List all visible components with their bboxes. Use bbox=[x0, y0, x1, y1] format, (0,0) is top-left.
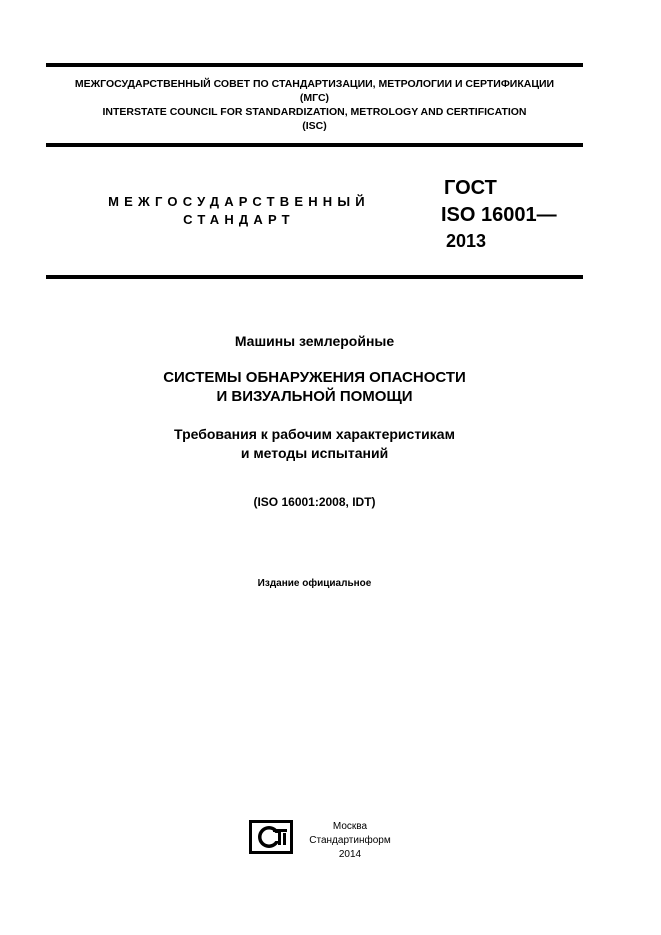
document-subtitle-line2: и методы испытаний bbox=[240, 445, 389, 461]
gost-label: ГОСТ bbox=[444, 177, 497, 199]
document-title-line2: И ВИЗУАЛЬНОЙ ПОМОЩИ bbox=[216, 388, 413, 405]
document-subtitle-line1: Требования к рабочим характеристикам bbox=[174, 426, 455, 442]
middle-rule bbox=[46, 143, 583, 147]
council-abbr-en: (ISC) bbox=[302, 120, 327, 132]
gost-year: 2013 bbox=[446, 231, 487, 251]
document-title-line1: СИСТЕМЫ ОБНАРУЖЕНИЯ ОПАСНОСТИ bbox=[163, 369, 466, 386]
council-name-en: INTERSTATE COUNCIL FOR STANDARDIZATION, METROLOGY AND CERTIFICATION bbox=[102, 106, 527, 118]
iso-reference: (ISO 16001:2008, IDT) bbox=[253, 495, 376, 509]
bottom-rule bbox=[46, 275, 583, 279]
top-rule bbox=[46, 63, 583, 67]
council-name-ru: МЕЖГОСУДАРСТВЕННЫЙ СОВЕТ ПО СТАНДАРТИЗАЦИИ, МЕТРОЛОГИИ И СЕРТИФИКАЦИИ bbox=[74, 78, 555, 90]
publisher-name: Стандартинформ bbox=[309, 835, 391, 846]
document-subject: Машины землеройные bbox=[234, 333, 395, 349]
standard-type-line2: СТАНДАРТ bbox=[183, 212, 295, 227]
publisher-city: Москва bbox=[332, 821, 368, 832]
gost-number: ISO 16001— bbox=[441, 204, 557, 226]
edition-note: Издание официальное bbox=[257, 578, 372, 589]
standartinform-logo-icon bbox=[249, 820, 293, 854]
council-abbr-ru: (МГС) bbox=[299, 92, 330, 104]
publisher-year: 2014 bbox=[338, 849, 362, 860]
standard-type-line1: МЕЖГОСУДАРСТВЕННЫЙ bbox=[108, 194, 370, 209]
